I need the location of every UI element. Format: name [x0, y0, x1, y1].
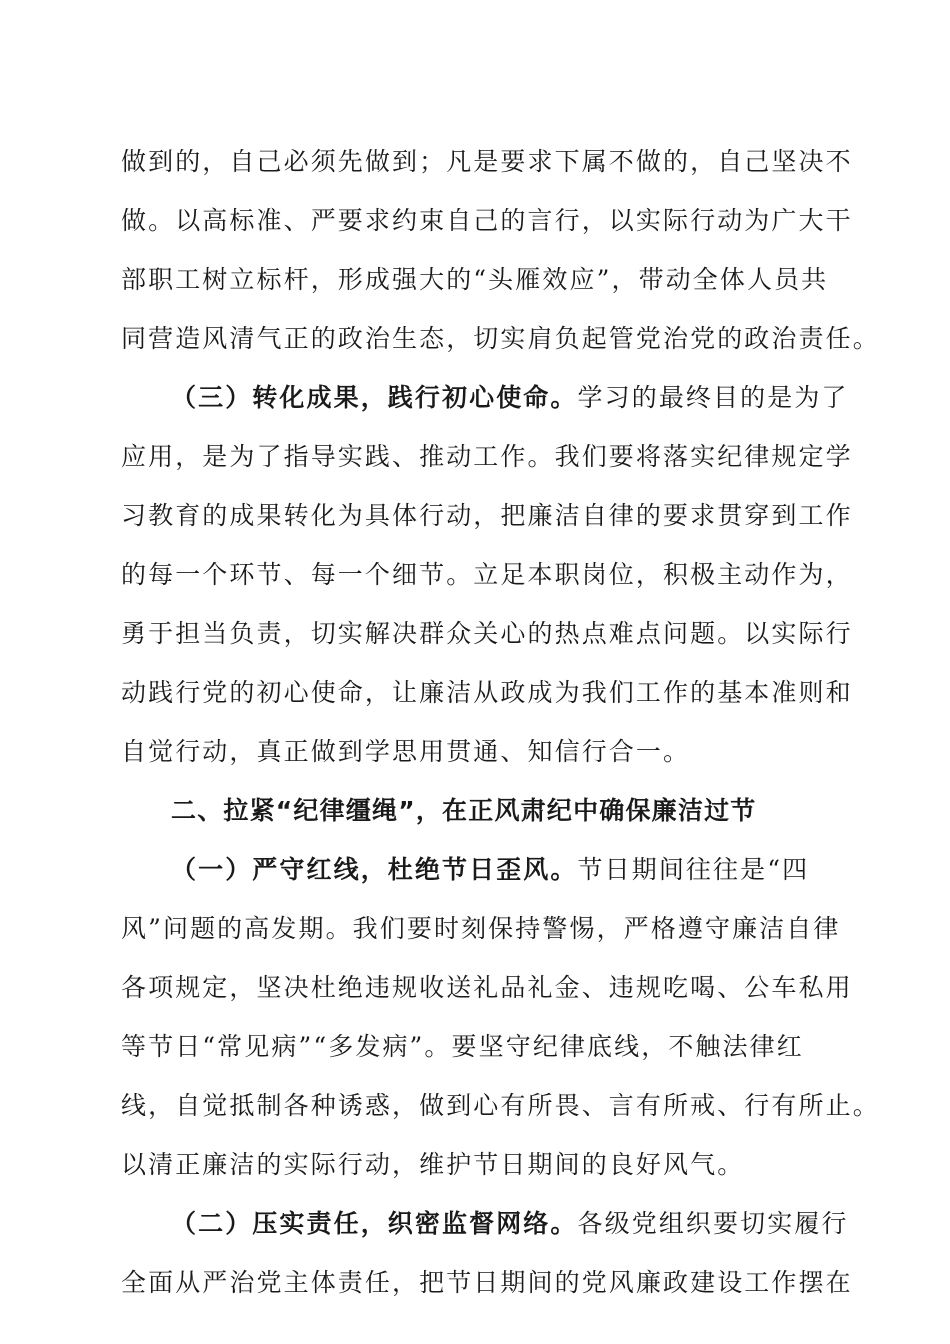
paragraph-line: 做到的，自己必须先做到；凡是要求下属不做的，自己坚决不 [121, 147, 853, 176]
section-heading: 二、拉紧“纪律缰绳”，在正风肃纪中确保廉洁过节 [171, 796, 757, 825]
paragraph-line: 各项规定，坚决杜绝违规收送礼品礼金、违规吃喝、公车私用 [121, 973, 853, 1002]
paragraph-line: 应用，是为了指导实践、推动工作。我们要将落实纪律规定学 [121, 442, 853, 471]
paragraph-line: 动践行党的初心使命，让廉洁从政成为我们工作的基本准则和 [121, 678, 853, 707]
paragraph-line: 同营造风清气正的政治生态，切实肩负起管党治党的政治责任。 [121, 324, 880, 353]
paragraph-line: 风”问题的高发期。我们要时刻保持警惕，严格遵守廉洁自律 [121, 914, 841, 943]
subsection-title: （三）转化成果，践行初心使命。 [171, 383, 578, 412]
paragraph-line: 做。以高标准、严要求约束自己的言行，以实际行动为广大干 [121, 206, 853, 235]
paragraph-text: 学习的最终目的是为了 [577, 383, 849, 412]
paragraph-line: 部职工树立标杆，形成强大的“头雁效应”，带动全体人员共 [121, 265, 829, 294]
paragraph-line: 的每一个环节、每一个细节。立足本职岗位，积极主动作为， [121, 560, 853, 589]
paragraph-line: 全面从严治党主体责任，把节日期间的党风廉政建设工作摆在 [121, 1268, 853, 1297]
paragraph-line: 勇于担当负责，切实解决群众关心的热点难点问题。以实际行 [121, 619, 853, 648]
paragraph-first-line [171, 374, 849, 422]
subsection-title: （二）压实责任，织密监督网络。 [171, 1209, 578, 1238]
subsection-title: （一）严守红线，杜绝节日歪风。 [171, 855, 578, 884]
paragraph-line: 以清正廉洁的实际行动，维护节日期间的良好风气。 [121, 1150, 745, 1179]
paragraph-line: 习教育的成果转化为具体行动，把廉洁自律的要求贯穿到工作 [121, 501, 853, 530]
paragraph-first-line [171, 1200, 849, 1248]
paragraph-line: 等节日“常见病”“多发病”。要坚守纪律底线，不触法律红 [121, 1032, 804, 1061]
paragraph-line: 线，自觉抵制各种诱惑，做到心有所畏、言有所戒、行有所止。 [121, 1091, 880, 1120]
paragraph-text: 各级党组织要切实履行 [577, 1209, 849, 1238]
paragraph-text: 节日期间往往是“四 [577, 855, 810, 884]
paragraph-first-line [171, 846, 836, 894]
paragraph-line: 自觉行动，真正做到学思用贯通、知信行合一。 [121, 737, 691, 766]
